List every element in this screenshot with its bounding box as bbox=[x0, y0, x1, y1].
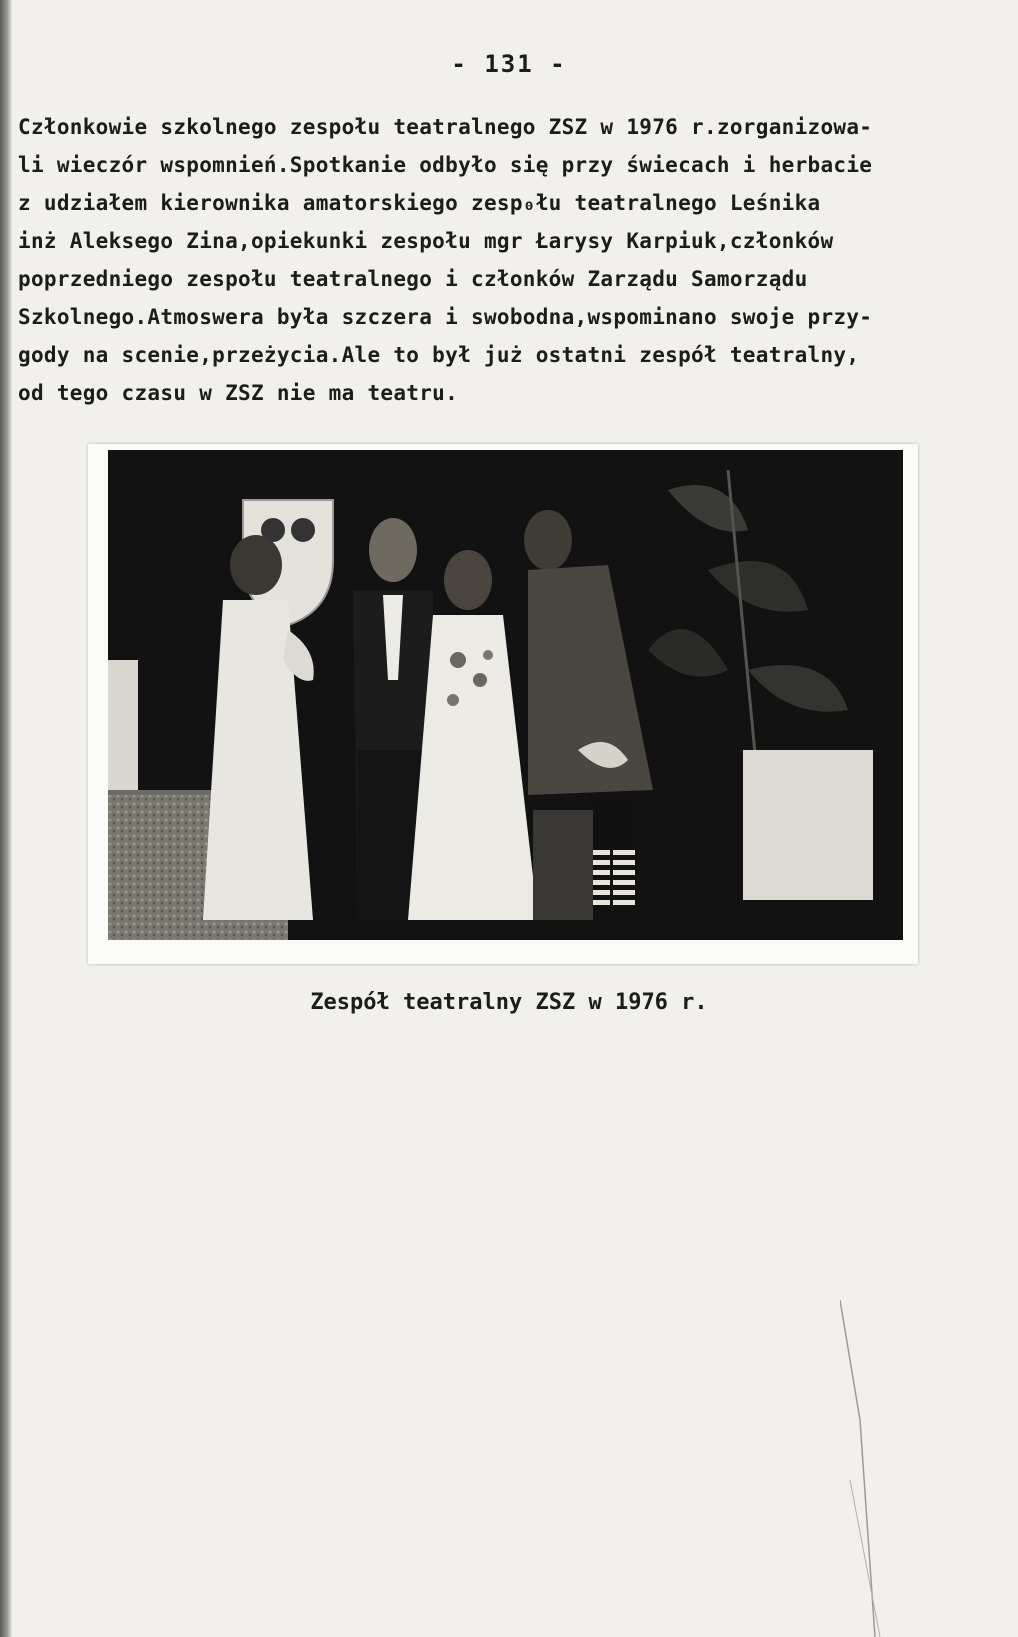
body-paragraph bbox=[18, 108, 978, 412]
text-line: od tego czasu w ZSZ nie ma teatru. bbox=[18, 381, 459, 405]
binding-edge bbox=[0, 0, 12, 1637]
text-line: Członkowie szkolnego zespołu teatralnego ZSZ w 1976 r.zorganizowa- bbox=[18, 115, 873, 139]
text-line: z udziałem kierownika amatorskiego zesp₀łu teatralnego Leśnika bbox=[18, 191, 821, 215]
text-line: Szkolnego.Atmoswera była szczera i swobodna,wspominano swoje przy- bbox=[18, 305, 873, 329]
photo-caption: Zespół teatralny ZSZ w 1976 r. bbox=[310, 990, 708, 1015]
text-line: li wieczór wspomnień.Spotkanie odbyło się przy świecach i herbacie bbox=[18, 153, 873, 177]
photo-illustration bbox=[108, 450, 903, 940]
page-number: - 131 - bbox=[451, 50, 567, 78]
text-line: inż Aleksego Zina,opiekunki zespołu mgr Łarysy Karpiuk,członków bbox=[18, 229, 834, 253]
text-line: poprzedniego zespołu teatralnego i członków Zarządu Samorządu bbox=[18, 267, 808, 291]
paper-crease bbox=[840, 1300, 900, 1637]
theatre-group-photo bbox=[108, 450, 903, 940]
text-line: gody na scenie,przeżycia.Ale to był już ostatni zespół teatralny, bbox=[18, 343, 860, 367]
